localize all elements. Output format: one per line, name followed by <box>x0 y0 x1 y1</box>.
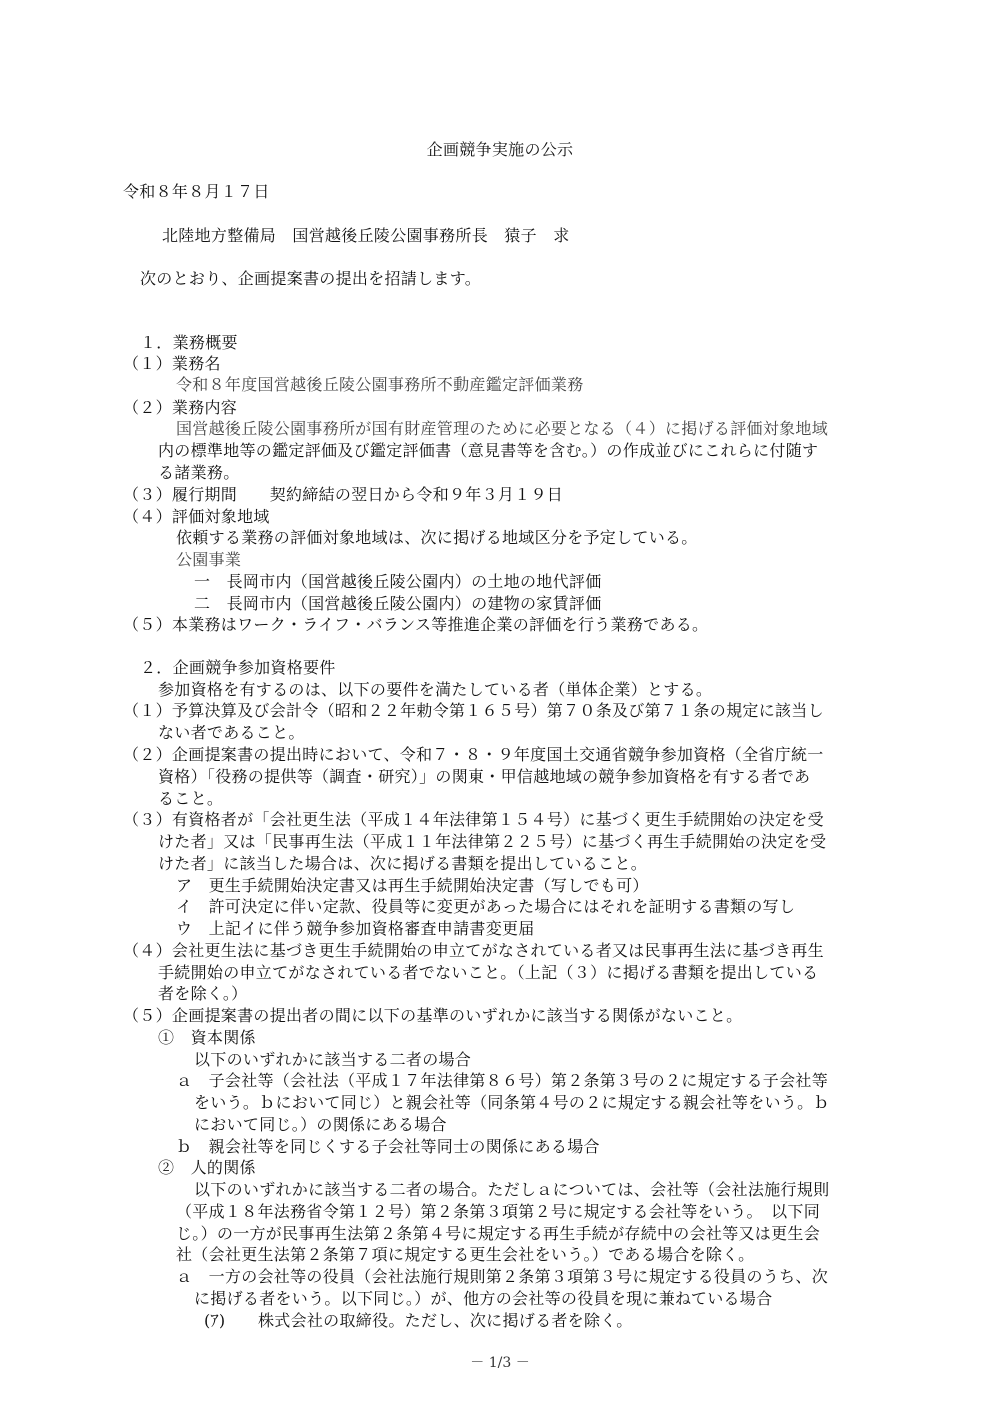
item3-period: （３）履行期間 契約締結の翌日から令和９年３月１９日 <box>123 485 564 504</box>
capital-a-line1: ａ 子会社等（会社法（平成１７年法律第８６号）第２条第３号の２に規定する子会社等 <box>176 1071 829 1090</box>
personnel-a-line2: に掲げる者をいう。以下同じ。）が、他方の会社等の役員を現に兼ねている場合 <box>194 1289 773 1308</box>
personnel-body-2: （平成１８年法務省令第１２号）第２条第３項第２号に規定する会社等をいう。 以下同 <box>176 1202 821 1221</box>
page-title: 企画競争実施の公示 <box>426 140 574 159</box>
notice-date: 令和８年８月１７日 <box>123 182 270 201</box>
personnel-a-line1: ａ 一方の会社等の役員（会社法施行規則第２条第３項第３号に規定する役員のうち、次 <box>176 1267 829 1286</box>
item2-body-1: 国営越後丘陵公園事務所が国有財産管理のために必要となる（４）に掲げる評価対象地域 <box>176 419 829 438</box>
req4-line1: （４）会社更生法に基づき更生手続開始の申立てがなされている者又は民事再生法に基づき再生 <box>123 941 824 960</box>
personnel-a-sub1: (ｱ) 株式会社の取締役。ただし、次に掲げる者を除く。 <box>204 1311 633 1330</box>
section2-heading: ２．企画競争参加資格要件 <box>140 658 336 677</box>
req5-line: （５）企画提案書の提出者の間に以下の基準のいずれかに該当する関係がないこと。 <box>123 1006 743 1025</box>
req1-line2: ない者であること。 <box>158 723 305 742</box>
capital-relation-body: 以下のいずれかに該当する二者の場合 <box>194 1050 472 1069</box>
capital-a-line2: をいう。ｂにおいて同じ）と親会社等（同条第４号の２に規定する親会社等をいう。ｂ <box>194 1093 830 1112</box>
section2-intro: 参加資格を有するのは、以下の要件を満たしている者（単体企業）とする。 <box>158 680 713 699</box>
item2-body-2: 内の標準地等の鑑定評価及び鑑定評価書（意見書等を含む。）の作成並びにこれらに付随す <box>158 441 819 460</box>
req2-line2: 資格）「役務の提供等（調査・研究）」の関東・甲信越地域の競争参加資格を有する者であ <box>158 767 811 786</box>
req3-line3: けた者」に該当した場合は、次に掲げる書類を提出していること。 <box>158 854 648 873</box>
item4-label: （４）評価対象地域 <box>123 507 270 526</box>
item4-region-2: 二 長岡市内（国営越後丘陵公園内）の建物の家賃評価 <box>194 594 602 613</box>
personnel-body-4: 社（会社更生法第２条第７項に規定する更生会社をいう。）である場合を除く。 <box>176 1245 755 1264</box>
item2-body-3: る諸業務。 <box>158 463 240 482</box>
req3-doc-u: ウ 上記イに伴う競争参加資格審査申請書変更届 <box>176 919 535 938</box>
item1-body: 令和８年度国営越後丘陵公園事務所不動産鑑定評価業務 <box>176 375 584 394</box>
item2-label: （２）業務内容 <box>123 398 238 417</box>
item4-body: 依頼する業務の評価対象地域は、次に掲げる地域区分を予定している。 <box>176 528 698 547</box>
issuer: 北陸地方整備局 国営越後丘陵公園事務所長 猿子 求 <box>162 226 570 245</box>
capital-a-line3: において同じ。）の関係にある場合 <box>194 1115 447 1134</box>
req2-line1: （２）企画提案書の提出時において、令和７・８・９年度国土交通省競争参加資格（全省庁統一 <box>123 745 824 764</box>
req3-doc-a: ア 更生手続開始決定書又は再生手続開始決定書（写しでも可） <box>176 876 649 895</box>
item1-label: （１）業務名 <box>123 354 221 373</box>
req3-doc-i: イ 許可決定に伴い定款、役員等に変更があった場合にはそれを証明する書類の写し <box>176 897 796 916</box>
item5-note: （５）本業務はワーク・ライフ・バランス等推進企業の評価を行う業務である。 <box>123 615 709 634</box>
item4-sub: 公園事業 <box>176 550 242 569</box>
req4-line3: 者を除く。） <box>158 984 248 1003</box>
personnel-body-1: 以下のいずれかに該当する二者の場合。ただしａについては、会社等（会社法施行規則 <box>194 1180 830 1199</box>
capital-relation-label: ① 資本関係 <box>158 1028 256 1047</box>
personnel-body-3: じ。）の一方が民事再生法第２条第４号に規定する再生手続が存続中の会社等又は更生会 <box>176 1224 821 1243</box>
intro-text: 次のとおり、企画提案書の提出を招請します。 <box>140 269 482 288</box>
req4-line2: 手続開始の申立てがなされている者でないこと。（上記（３）に掲げる書類を提出している <box>158 963 819 982</box>
page-number: － 1/3 － <box>470 1355 530 1371</box>
capital-b-line: ｂ 親会社等を同じくする子会社等同士の関係にある場合 <box>176 1137 600 1156</box>
req3-line2: けた者」又は「民事再生法（平成１１年法律第２２５号）に基づく再生手続開始の決定を受 <box>158 832 827 851</box>
req3-line1: （３）有資格者が「会社更生法（平成１４年法律第１５４号）に基づく更生手続開始の決定を受 <box>123 810 824 829</box>
req2-line3: ること。 <box>158 789 224 808</box>
item4-region-1: 一 長岡市内（国営越後丘陵公園内）の土地の地代評価 <box>194 572 602 591</box>
section1-heading: １．業務概要 <box>140 333 238 352</box>
req1-line1: （１）予算決算及び会計令（昭和２２年勅令第１６５号）第７０条及び第７１条の規定に該当し <box>123 701 824 720</box>
personnel-relation-label: ② 人的関係 <box>158 1158 256 1177</box>
